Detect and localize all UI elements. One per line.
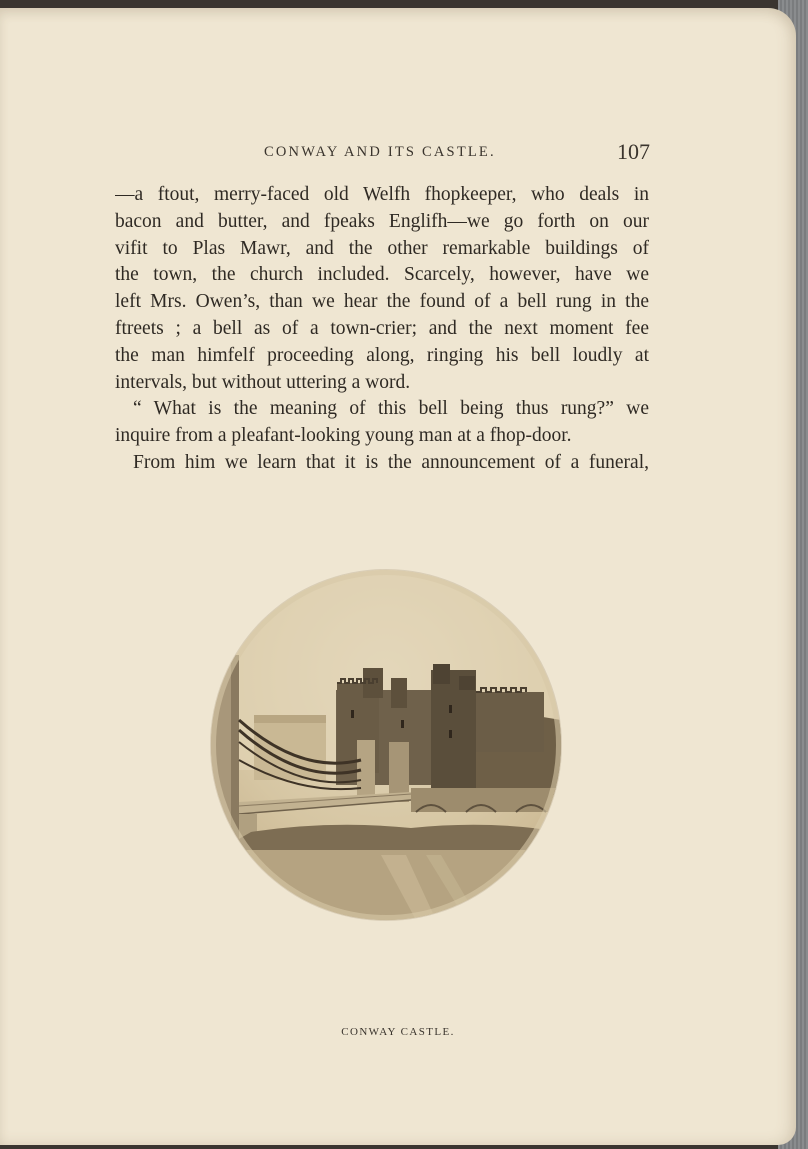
text-line: the town, the church included. Scarcely, however, have we: [115, 264, 649, 286]
text-line: “ What is the meaning of this bell being thus rung?” we: [133, 398, 649, 420]
page-number: 107: [617, 139, 650, 164]
castle-illustration: [211, 570, 561, 920]
text-line: the man himfelf proceeding along, ringing his bell loudly at: [115, 344, 649, 366]
body-text: [115, 182, 649, 477]
text-line: From him we learn that it is the announcement of a funeral,: [133, 451, 649, 473]
text-line: intervals, but without uttering a word.: [115, 371, 411, 393]
text-line: ftreets ; a bell as of a town-crier; and the next moment fee: [115, 317, 649, 339]
text-line: bacon and butter, and fpeaks Englifh—we go forth on our: [115, 210, 649, 232]
castle-photograph: [211, 570, 561, 920]
text-line: vifit to Plas Mawr, and the other remarkable buildings of: [115, 237, 649, 259]
plate-caption: CONWAY CASTLE.: [341, 1026, 455, 1038]
text-line: —a ftout, merry-faced old Welfh fhopkeeper, who deals in: [115, 184, 649, 205]
book-page: [0, 8, 796, 1145]
running-title: CONWAY AND ITS CASTLE.: [264, 144, 496, 160]
text-line: left Mrs. Owen’s, than we hear the found of a bell rung in the: [115, 291, 649, 313]
text-line: inquire from a pleafant-looking young man at a fhop-door.: [115, 425, 572, 447]
